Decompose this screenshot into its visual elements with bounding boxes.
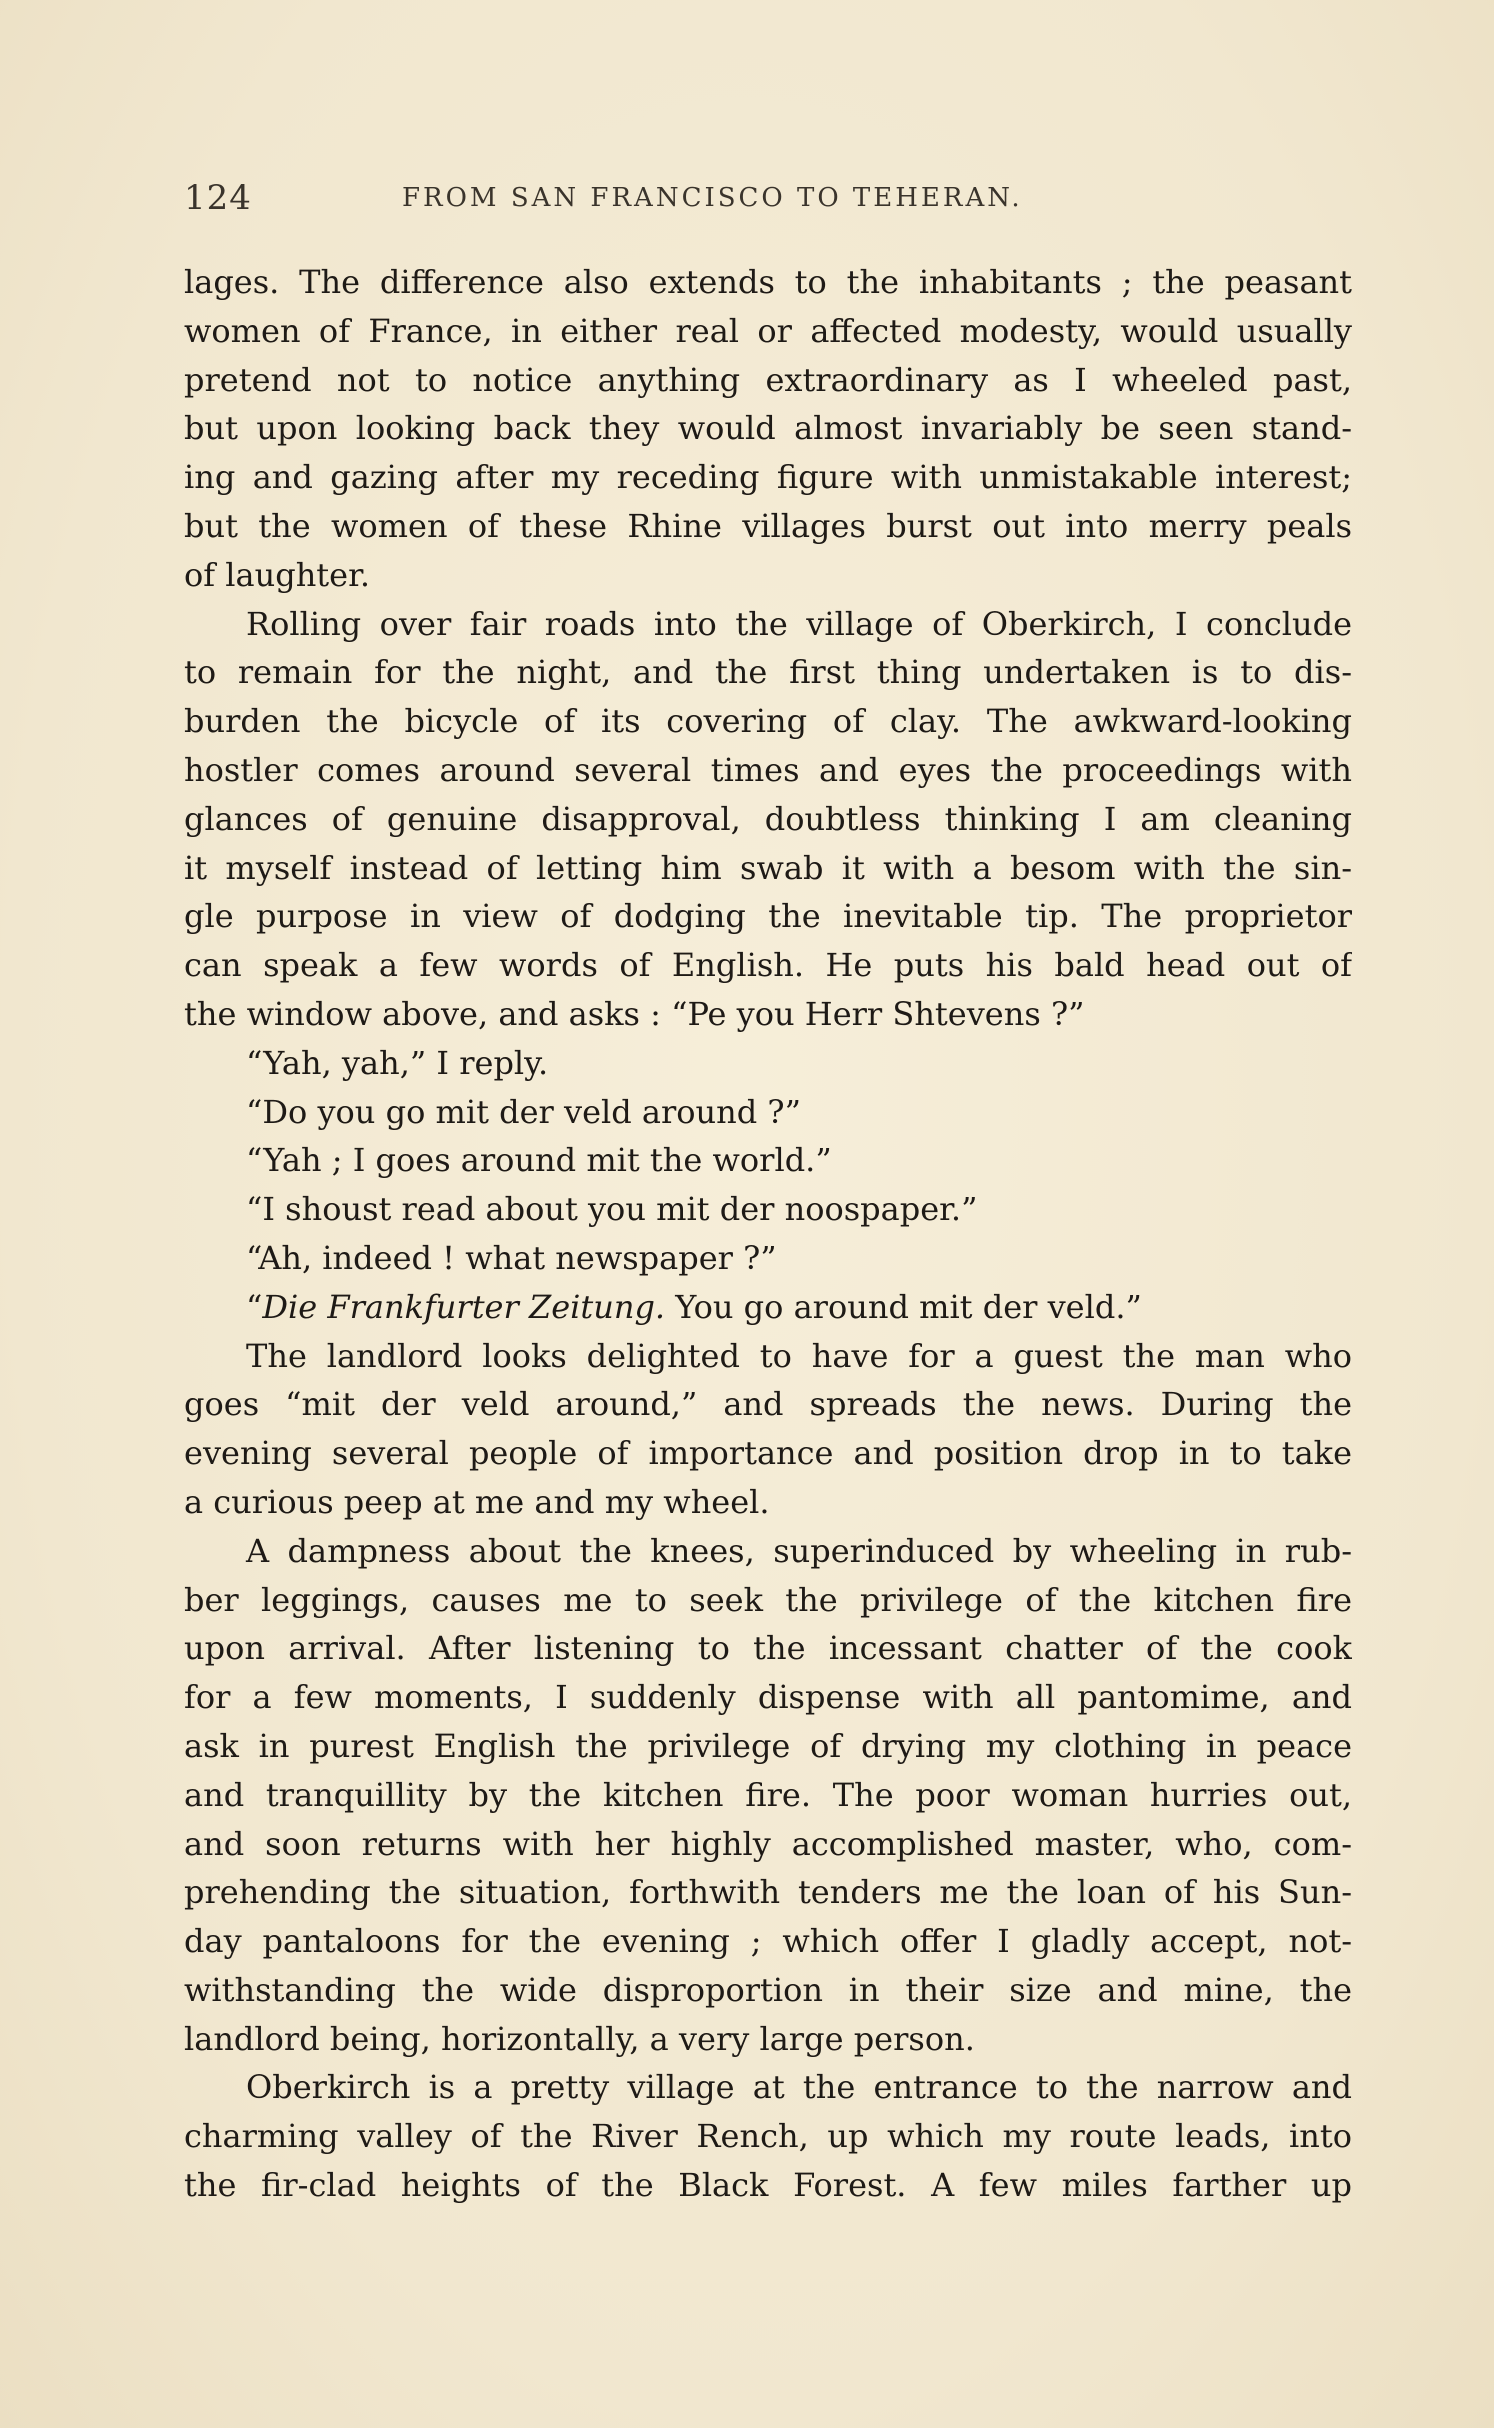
text-line: ask in purest English the privilege of drying my clothing in peace	[184, 1726, 1352, 1765]
text-line: a curious peep at me and my wheel.	[184, 1482, 770, 1521]
text-line: for a few moments, I suddenly dispense with all pantomime, and	[184, 1678, 1352, 1717]
text-line: to remain for the night, and the first thing undertaken is to dis-	[184, 653, 1352, 692]
page-number: 124	[184, 178, 252, 218]
text-line: gle purpose in view of dodging the inevitable tip. The proprietor	[184, 897, 1352, 936]
text-line: pretend not to notice anything extraordinary as I wheeled past,	[184, 360, 1352, 399]
text-line: withstanding the wide disproportion in their size and mine, the	[184, 1970, 1352, 2009]
text-line: and tranquillity by the kitchen fire. The poor woman hurries out,	[184, 1775, 1352, 1814]
text-line: but upon looking back they would almost invariably be seen stand-	[184, 409, 1352, 448]
text-line: burden the bicycle of its covering of clay. The awkward-looking	[184, 702, 1352, 741]
text-line: Rolling over fair roads into the village of Oberkirch, I conclude	[246, 604, 1352, 643]
text-line: ing and gazing after my receding figure with unmistakable interest;	[184, 458, 1352, 497]
text-line: prehending the situation, forthwith tenders me the loan of his Sun-	[184, 1873, 1352, 1912]
newspaper-title: Die Frankfurter Zeitung.	[262, 1287, 666, 1326]
text-line-rest: You go around mit der veld.”	[665, 1287, 1142, 1326]
text-line: “Do you go mit der veld around ?”	[246, 1092, 801, 1131]
text-line: it myself instead of letting him swab it with a besom with the sin-	[184, 848, 1352, 887]
text-line: goes “mit der veld around,” and spreads the news. During the	[184, 1385, 1352, 1424]
text-line: day pantaloons for the evening ; which offer I gladly accept, not-	[184, 1922, 1352, 1961]
text-line: “I shoust read about you mit der noospaper.”	[246, 1190, 978, 1229]
text-line: “Yah, yah,” I reply.	[246, 1043, 549, 1082]
text-line: Oberkirch is a pretty village at the entrance to the narrow and	[246, 2068, 1352, 2107]
text-line: ber leggings, causes me to seek the privilege of the kitchen fire	[184, 1580, 1352, 1619]
text-line: The landlord looks delighted to have for a guest the man who	[246, 1336, 1352, 1375]
text-line: women of France, in either real or affected modesty, would usually	[184, 311, 1352, 350]
text-line: can speak a few words of English. He puts his bald head out of	[184, 946, 1352, 985]
text-line: landlord being, horizontally, a very large person.	[184, 2019, 975, 2058]
open-quote: “	[246, 1287, 263, 1326]
text-line: “Ah, indeed ! what newspaper ?”	[246, 1238, 777, 1277]
text-line: evening several people of importance and position drop in to take	[184, 1434, 1352, 1473]
text-line: lages. The difference also extends to the inhabitants ; the peasant	[184, 263, 1352, 301]
text-line: hostler comes around several times and eyes the proceedings with	[184, 750, 1352, 789]
text-line: the window above, and asks : “Pe you Herr Shtevens ?”	[184, 994, 1085, 1033]
running-head	[184, 178, 1352, 228]
text-line: and soon returns with her highly accomplished master, who, com-	[184, 1824, 1352, 1863]
text-line: upon arrival. After listening to the incessant chatter of the cook	[184, 1629, 1352, 1668]
text-line	[184, 1283, 1352, 1332]
text-line: the fir-clad heights of the Black Forest. A few miles farther up	[184, 2166, 1352, 2205]
text-line: “Yah ; I goes around mit the world.”	[246, 1141, 832, 1180]
text-line: charming valley of the River Rench, up which my route leads, into	[184, 2117, 1352, 2156]
body-text	[184, 258, 1352, 2210]
text-line: A dampness about the knees, superinduced by wheeling in rub-	[246, 1531, 1352, 1570]
text-line: of laughter.	[184, 555, 371, 594]
running-title: FROM SAN FRANCISCO TO TEHERAN.	[402, 183, 1023, 213]
text-line: but the women of these Rhine villages burst out into merry peals	[184, 506, 1352, 545]
text-line: glances of genuine disapproval, doubtless thinking I am cleaning	[184, 799, 1352, 838]
